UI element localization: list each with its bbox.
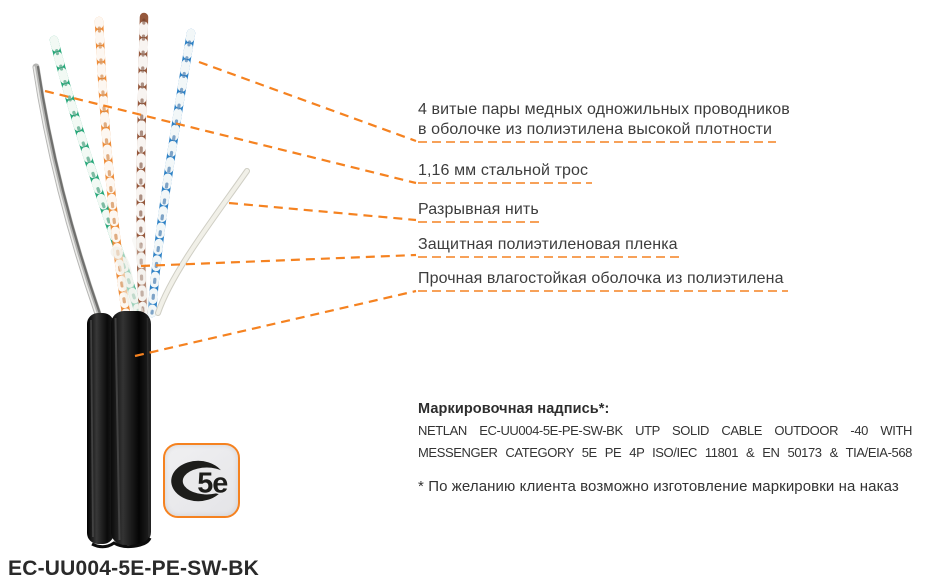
outer-jacket-graphic xyxy=(87,311,151,547)
leader-line-steel-wire xyxy=(45,91,416,183)
callout-film-label: Защитная полиэтиленовая пленка xyxy=(418,235,682,258)
callout-steel-wire-label: 1,16 мм стальной трос xyxy=(418,161,592,184)
leader-line-twisted-pairs xyxy=(199,62,416,141)
marking-line2: MESSENGER CATEGORY 5E PE 4P ISO/IEC 11801 & EN 50173 & TIA/EIA-568 xyxy=(418,445,912,460)
callout-twisted-pairs xyxy=(418,100,790,143)
category-5e-badge xyxy=(163,443,240,518)
badge-category-label: 5e xyxy=(196,467,227,500)
product-code: EC-UU004-5E-PE-SW-BK xyxy=(8,557,259,580)
callout-rip-cord-label: Разрывная нить xyxy=(418,200,543,223)
callout-jacket xyxy=(418,269,788,292)
protective-film-graphic xyxy=(116,240,148,311)
marking-footnote: * По желанию клиента возможно изготовление маркировки на наказ xyxy=(418,478,899,495)
twisted-pair-brown xyxy=(141,17,144,313)
twisted-pair-green xyxy=(54,40,139,313)
callout-jacket-label: Прочная влагостойкая оболочка из полиэтилена xyxy=(418,269,788,292)
callout-twisted-pairs-line1: 4 витые пары медных одножильных проводников xyxy=(418,101,790,118)
leader-line-film xyxy=(141,255,416,266)
twisted-pair-blue xyxy=(152,33,191,313)
marking-heading: Маркировочная надпись*: xyxy=(418,401,610,417)
callout-steel-wire xyxy=(418,161,592,184)
callout-twisted-pairs-line2: в оболочке из полиэтилена высокой плотности xyxy=(418,120,776,143)
leader-line-jacket xyxy=(135,291,416,356)
marking-line1: NETLAN EC-UU004-5E-PE-SW-BK UTP SOLID CABLE OUTDOOR -40 WITH xyxy=(418,423,912,438)
marking-block xyxy=(418,401,912,495)
rip-cord-graphic xyxy=(158,171,247,313)
callout-film xyxy=(418,235,682,258)
category-5e-logo-icon xyxy=(170,456,234,506)
leader-line-rip-cord xyxy=(229,203,416,220)
callout-rip-cord xyxy=(418,200,543,223)
twisted-pair-orange xyxy=(99,21,126,313)
steel-messenger-wire-graphic xyxy=(34,67,100,314)
